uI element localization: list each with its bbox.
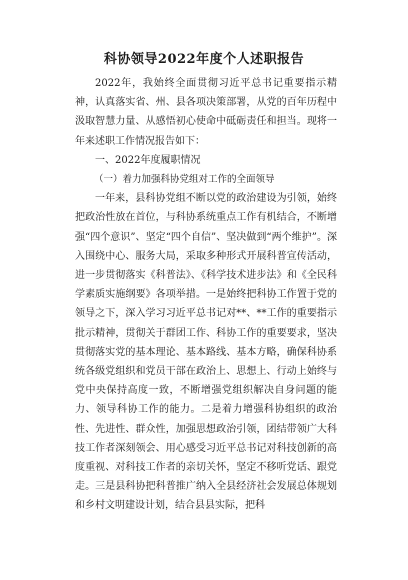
document-body <box>75 74 337 516</box>
document-title: 科协领导2022年度个人述职报告 <box>103 52 305 67</box>
subsection-heading: （一）着力加强科协党组对工作的全面领导 <box>94 174 275 186</box>
body-paragraph: 一年来，县科协党组不断以党的政治建设为引领，始终把政治性放在首位，与科协系统重点工作有机结合，不断增强“四个意识”、坚定“四个自信”、坚决做到“两个维护”。深入围绕中心、服务大局，采取多种形式开展科普宣传活动，进一步贯彻落实《科普法》、《科学技术进步法》和《全民科学素质实施纲要》各项举措。一是始终把科协工作置于党的领导之下，深入学习习近平总书记对**、**工作的重要指示批示精神，贯彻关于群团工作、科协工作的重要要求，坚决贯彻落实党的基本理论、基本路线、基本方略，确保科协系统各级党组织和党员干部在政治上、思想上、行动上始终与党中央保持高度一致，不断增强党组织解决自身问题的能力、领导科协工作的能力。二是着力增强科协组织的政治性、先进性、群众性，加强思想政治引领，团结带领广大科技工作者深刻领会、用心感受习近平总书记对科技创新的高度重视、对科技工作者的亲切关怀，坚定不移听党话、跟党走。三是县科协把科普推广纳入全县经济社会发展总体规划和乡村文明建设计划，结合县县实际，把科 <box>75 193 337 512</box>
section-heading: 一、2022年度履职情况 <box>95 154 201 166</box>
intro-paragraph: 2022年，我始终全面贯彻习近平总书记重要指示精神，认真落实省、州、县各项决策部署，从党的百年历程中汲取智慧力量、从感悟初心使命中砥砺责任和担当。现将一年来述职工作情况报告如下： <box>75 78 337 147</box>
